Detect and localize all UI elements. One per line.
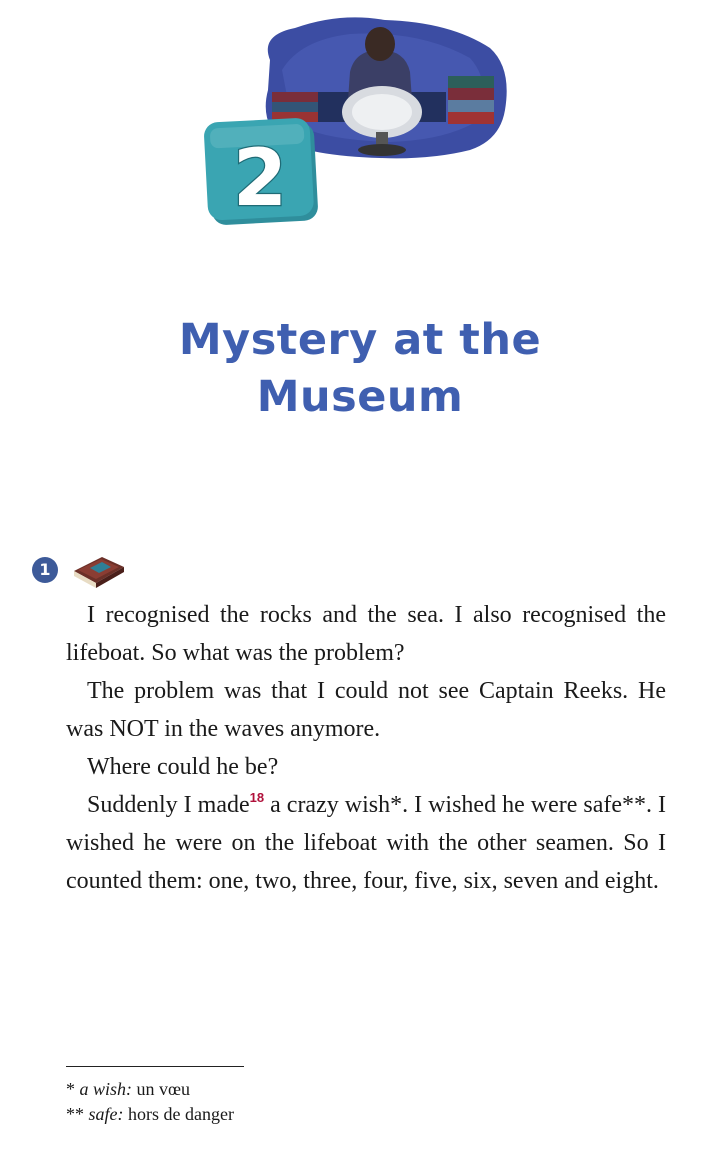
story-paragraph-1: I recognised the rocks and the sea. I also recognised the lifeboat. So what was the problem? bbox=[66, 602, 666, 666]
footnote-term: safe: bbox=[88, 1104, 124, 1124]
glossary-reference-number: 18 bbox=[249, 790, 265, 805]
footnote-item bbox=[66, 1077, 466, 1102]
footnote-divider bbox=[66, 1066, 244, 1067]
chapter-number: 2 bbox=[232, 134, 288, 224]
story-text bbox=[66, 596, 666, 900]
chapter-title-line-2: Museum bbox=[256, 372, 464, 422]
chapter-title bbox=[0, 312, 720, 426]
footnote-term: a wish: bbox=[79, 1079, 133, 1099]
footnote-translation: hors de danger bbox=[123, 1104, 234, 1124]
chapter-title-line-1: Mystery at the bbox=[178, 315, 542, 365]
footnote-marker: * bbox=[66, 1079, 75, 1099]
story-paragraph-4-start: Suddenly I made bbox=[87, 792, 250, 818]
footnotes bbox=[66, 1077, 466, 1127]
footnote-marker: ** bbox=[66, 1104, 84, 1124]
book-icon bbox=[68, 549, 128, 589]
track-number-badge: 1 bbox=[32, 557, 58, 583]
audio-track-marker bbox=[30, 549, 140, 589]
story-paragraph-4 bbox=[66, 786, 666, 900]
story-paragraph-4-end: a crazy wish*. I wished he were safe**. I wished he were on the lifeboat with the other seamen. So I counted them: one, two, three, four, five, six, seven and eight. bbox=[66, 792, 666, 894]
footnote-item bbox=[66, 1102, 466, 1127]
story-paragraph-2: The problem was that I could not see Captain Reeks. He was NOT in the waves anymore. bbox=[66, 678, 666, 742]
chapter-illustration bbox=[200, 0, 520, 240]
story-paragraph-3: Where could he be? bbox=[87, 754, 279, 780]
footnote-translation: un vœu bbox=[132, 1079, 191, 1099]
